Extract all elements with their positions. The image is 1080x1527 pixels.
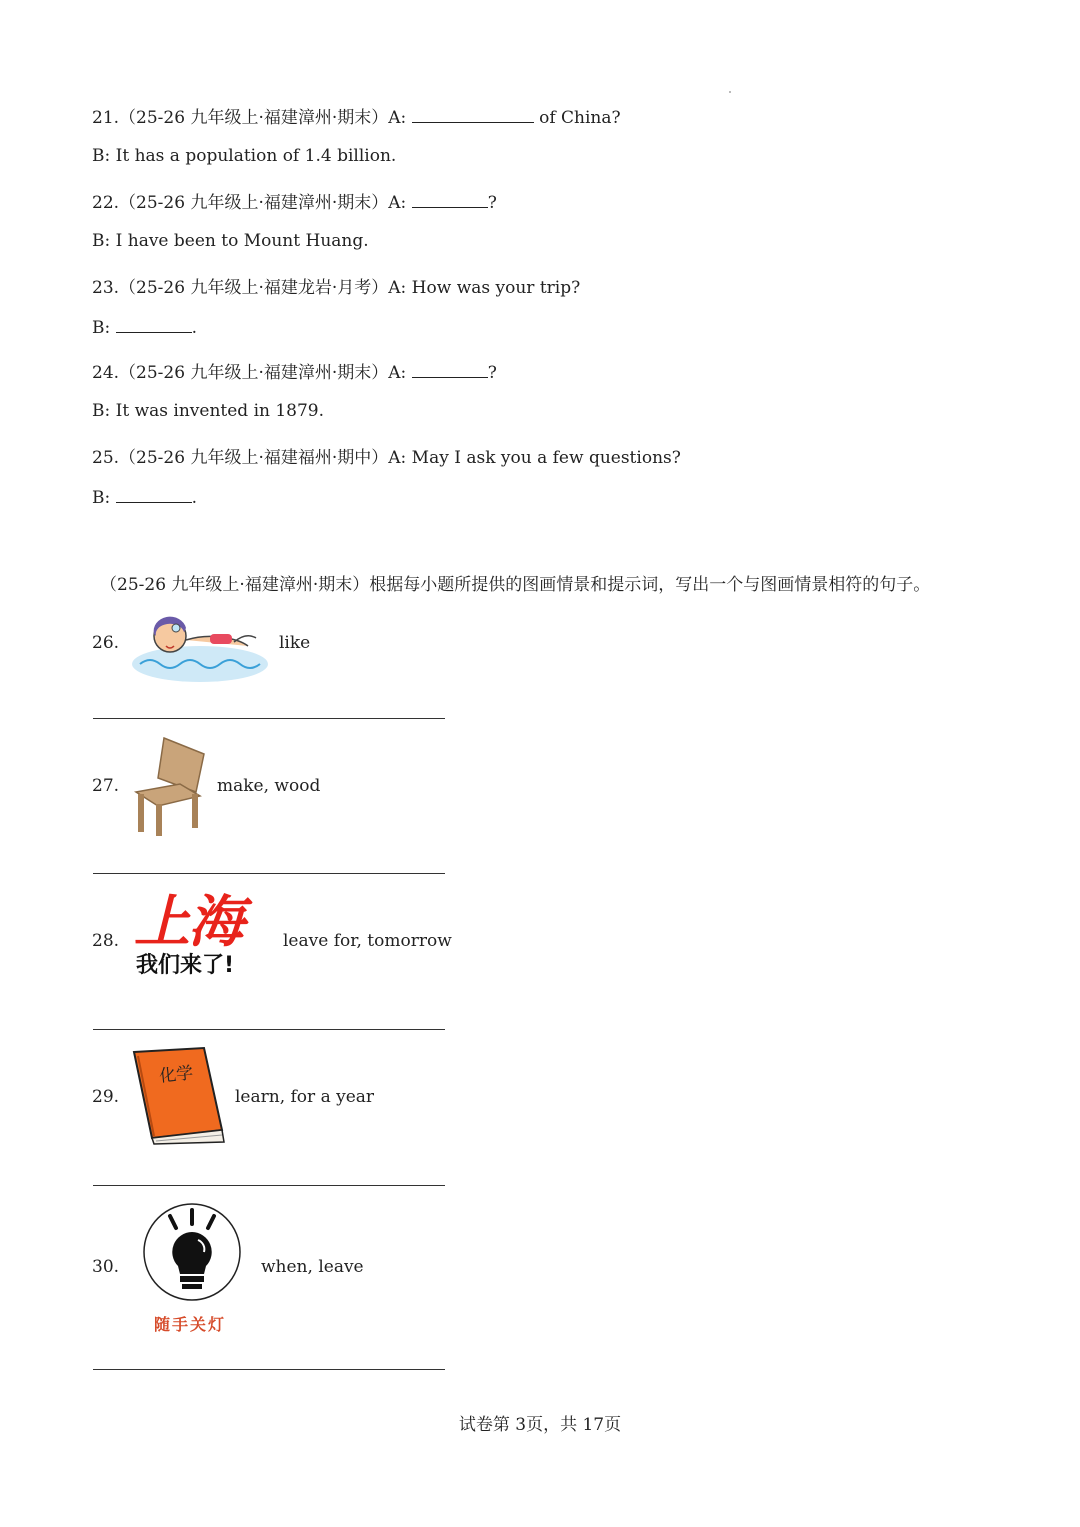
question-24-b: B: It was invented in 1879. — [92, 401, 325, 421]
page-footer: 试卷第 3页，共 17页 — [458, 1415, 622, 1435]
speck — [729, 91, 731, 93]
question-22-a: 22.（25-26 九年级上·福建漳州·期末）A: ? — [92, 193, 497, 213]
shanghai-banner-icon: 上海 我们来了! — [134, 890, 242, 978]
answer-blank[interactable] — [116, 486, 192, 503]
swimming-child-icon — [130, 606, 270, 686]
answer-blank[interactable] — [116, 316, 192, 333]
picture-item-26: 26. like — [92, 600, 492, 690]
answer-line-29[interactable] — [93, 1185, 445, 1186]
question-21-b: B: It has a population of 1.4 billion. — [92, 146, 397, 166]
picture-item-27: 27. make, wood — [92, 734, 492, 838]
question-25-b: B: . — [92, 488, 198, 508]
question-21-a: 21.（25-26 九年级上·福建漳州·期末）A: of China? — [92, 108, 621, 128]
answer-blank[interactable] — [412, 361, 488, 378]
picture-item-30: 30. 随手关灯 when, leave — [92, 1200, 492, 1340]
answer-line-26[interactable] — [93, 718, 445, 719]
light-bulb-icon — [140, 1200, 244, 1304]
wooden-chair-icon — [130, 734, 210, 838]
question-22-b: B: I have been to Mount Huang. — [92, 231, 369, 251]
answer-blank[interactable] — [412, 191, 488, 208]
answer-blank[interactable] — [412, 106, 534, 123]
question-23-b: B: . — [92, 318, 198, 338]
picture-item-28: 28. 上海 我们来了! leave for, tomorrow — [92, 890, 452, 978]
answer-line-30[interactable] — [93, 1369, 445, 1370]
question-24-a: 24.（25-26 九年级上·福建漳州·期末）A: ? — [92, 363, 497, 383]
question-23-a: 23.（25-26 九年级上·福建龙岩·月考）A: How was your trip? — [92, 278, 581, 298]
picture-item-29: 29. 化学 learn, for a year — [92, 1046, 492, 1146]
section-instruction: （25-26 九年级上·福建漳州·期末）根据每小题所提供的图画情景和提示词，写出一个与图画情景相符的句子。 — [100, 575, 931, 595]
answer-line-28[interactable] — [93, 1029, 445, 1030]
question-25-a: 25.（25-26 九年级上·福建福州·期中）A: May I ask you a few questions? — [92, 448, 681, 468]
answer-line-27[interactable] — [93, 873, 445, 874]
